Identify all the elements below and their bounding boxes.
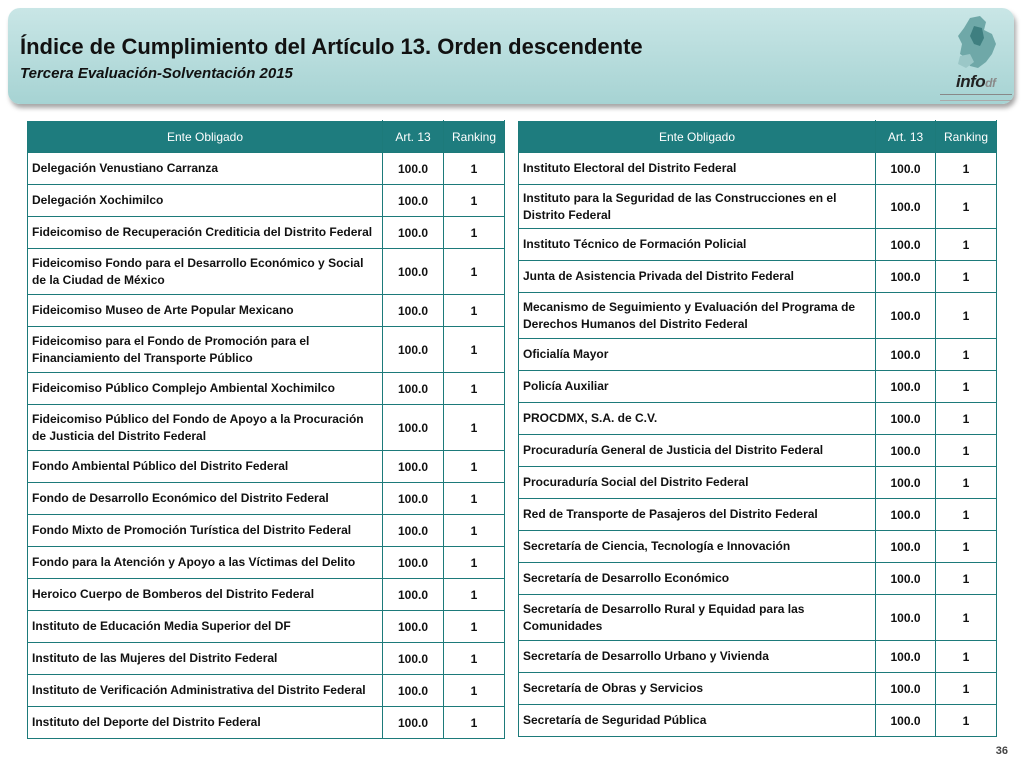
- art13-value-cell: 100.0: [876, 531, 936, 563]
- table-row: [519, 403, 997, 435]
- entity-cell: Instituto para la Seguridad de las Construcciones en el Distrito Federal: [519, 185, 876, 229]
- ranking-value-cell: 1: [444, 153, 505, 185]
- column-header-ranking: Ranking: [936, 121, 997, 153]
- entity-cell: Instituto de las Mujeres del Distrito Federal: [28, 643, 383, 675]
- entity-cell: Fondo Mixto de Promoción Turística del Distrito Federal: [28, 515, 383, 547]
- table-row: [28, 707, 505, 739]
- table-header-row: [28, 121, 505, 153]
- art13-value-cell: 100.0: [876, 339, 936, 371]
- table-row: [519, 499, 997, 531]
- column-header-entity: Ente Obligado: [28, 121, 383, 153]
- table-row: [28, 185, 505, 217]
- logo-wordmark: infodf: [956, 72, 996, 91]
- table-row: [28, 373, 505, 405]
- column-header-art13: Art. 13: [383, 121, 444, 153]
- table-row: [28, 611, 505, 643]
- compliance-table-left: [27, 120, 505, 739]
- entity-cell: Fideicomiso Museo de Arte Popular Mexicano: [28, 295, 383, 327]
- table-row: [519, 673, 997, 705]
- ranking-value-cell: 1: [444, 249, 505, 295]
- table-row: [28, 217, 505, 249]
- ranking-value-cell: 1: [444, 185, 505, 217]
- ranking-value-cell: 1: [936, 261, 997, 293]
- ranking-value-cell: 1: [444, 327, 505, 373]
- entity-cell: Policía Auxiliar: [519, 371, 876, 403]
- column-header-entity: Ente Obligado: [519, 121, 876, 153]
- table-row: [28, 547, 505, 579]
- page-title: Índice de Cumplimiento del Artículo 13. Orden descendente: [20, 34, 643, 59]
- table-row: [28, 483, 505, 515]
- ranking-value-cell: 1: [936, 673, 997, 705]
- art13-value-cell: 100.0: [383, 483, 444, 515]
- table-row: [519, 563, 997, 595]
- table-row: [519, 435, 997, 467]
- table-row: [28, 579, 505, 611]
- ranking-value-cell: 1: [444, 547, 505, 579]
- table-header-row: [519, 121, 997, 153]
- ranking-value-cell: 1: [444, 373, 505, 405]
- ranking-value-cell: 1: [936, 153, 997, 185]
- ranking-value-cell: 1: [936, 339, 997, 371]
- art13-value-cell: 100.0: [383, 451, 444, 483]
- art13-value-cell: 100.0: [876, 185, 936, 229]
- entity-cell: Procuraduría General de Justicia del Distrito Federal: [519, 435, 876, 467]
- table-row: [28, 643, 505, 675]
- table-row: [519, 531, 997, 563]
- entity-cell: Secretaría de Seguridad Pública: [519, 705, 876, 737]
- entity-cell: PROCDMX, S.A. de C.V.: [519, 403, 876, 435]
- art13-value-cell: 100.0: [383, 217, 444, 249]
- art13-value-cell: 100.0: [876, 499, 936, 531]
- entity-cell: Delegación Xochimilco: [28, 185, 383, 217]
- art13-value-cell: 100.0: [383, 249, 444, 295]
- art13-value-cell: 100.0: [383, 185, 444, 217]
- page-subtitle: Tercera Evaluación-Solventación 2015: [20, 65, 293, 82]
- table-row: [28, 327, 505, 373]
- ranking-value-cell: 1: [444, 515, 505, 547]
- ranking-value-cell: 1: [936, 185, 997, 229]
- ranking-value-cell: 1: [444, 611, 505, 643]
- table-row: [519, 339, 997, 371]
- entity-cell: Fondo Ambiental Público del Distrito Federal: [28, 451, 383, 483]
- art13-value-cell: 100.0: [876, 641, 936, 673]
- art13-value-cell: 100.0: [383, 547, 444, 579]
- table-row: [519, 595, 997, 641]
- entity-cell: Instituto Electoral del Distrito Federal: [519, 153, 876, 185]
- table-row: [519, 261, 997, 293]
- table-row: [519, 185, 997, 229]
- art13-value-cell: 100.0: [383, 405, 444, 451]
- ranking-value-cell: 1: [444, 579, 505, 611]
- art13-value-cell: 100.0: [383, 515, 444, 547]
- ranking-value-cell: 1: [936, 705, 997, 737]
- ranking-value-cell: 1: [936, 467, 997, 499]
- entity-cell: Instituto de Verificación Administrativa del Distrito Federal: [28, 675, 383, 707]
- art13-value-cell: 100.0: [383, 611, 444, 643]
- art13-value-cell: 100.0: [383, 579, 444, 611]
- table-row: [28, 249, 505, 295]
- ranking-value-cell: 1: [444, 707, 505, 739]
- art13-value-cell: 100.0: [383, 373, 444, 405]
- table-row: [28, 451, 505, 483]
- entity-cell: Secretaría de Desarrollo Económico: [519, 563, 876, 595]
- header-banner: [8, 8, 1014, 104]
- ranking-value-cell: 1: [444, 405, 505, 451]
- column-header-ranking: Ranking: [444, 121, 505, 153]
- ranking-value-cell: 1: [936, 595, 997, 641]
- entity-cell: Fideicomiso de Recuperación Crediticia del Distrito Federal: [28, 217, 383, 249]
- ranking-value-cell: 1: [936, 531, 997, 563]
- entity-cell: Secretaría de Ciencia, Tecnología e Innovación: [519, 531, 876, 563]
- ranking-value-cell: 1: [936, 293, 997, 339]
- art13-value-cell: 100.0: [876, 595, 936, 641]
- logo-caption-lines: [940, 94, 1012, 101]
- table-row: [519, 641, 997, 673]
- art13-value-cell: 100.0: [383, 707, 444, 739]
- art13-value-cell: 100.0: [876, 293, 936, 339]
- column-header-art13: Art. 13: [876, 121, 936, 153]
- ranking-value-cell: 1: [444, 451, 505, 483]
- entity-cell: Junta de Asistencia Privada del Distrito Federal: [519, 261, 876, 293]
- art13-value-cell: 100.0: [383, 675, 444, 707]
- ranking-value-cell: 1: [936, 229, 997, 261]
- table-row: [519, 371, 997, 403]
- entity-cell: Mecanismo de Seguimiento y Evaluación del Programa de Derechos Humanos del Distrito Federal: [519, 293, 876, 339]
- ranking-value-cell: 1: [444, 643, 505, 675]
- table-row: [28, 515, 505, 547]
- table-row: [28, 295, 505, 327]
- page-number: 36: [995, 745, 1008, 757]
- ranking-value-cell: 1: [936, 641, 997, 673]
- art13-value-cell: 100.0: [876, 403, 936, 435]
- entity-cell: Procuraduría Social del Distrito Federal: [519, 467, 876, 499]
- art13-value-cell: 100.0: [876, 435, 936, 467]
- entity-cell: Instituto del Deporte del Distrito Federal: [28, 707, 383, 739]
- infodf-logo: [940, 14, 1012, 102]
- art13-value-cell: 100.0: [876, 673, 936, 705]
- ranking-value-cell: 1: [936, 499, 997, 531]
- art13-value-cell: 100.0: [876, 261, 936, 293]
- table-row: [28, 153, 505, 185]
- entity-cell: Fideicomiso Fondo para el Desarrollo Económico y Social de la Ciudad de México: [28, 249, 383, 295]
- entity-cell: Fideicomiso para el Fondo de Promoción para el Financiamiento del Transporte Público: [28, 327, 383, 373]
- table-row: [519, 293, 997, 339]
- table-row: [519, 467, 997, 499]
- ranking-value-cell: 1: [936, 403, 997, 435]
- art13-value-cell: 100.0: [383, 153, 444, 185]
- art13-value-cell: 100.0: [876, 705, 936, 737]
- entity-cell: Fondo para la Atención y Apoyo a las Víctimas del Delito: [28, 547, 383, 579]
- table-row: [519, 153, 997, 185]
- art13-value-cell: 100.0: [383, 295, 444, 327]
- entity-cell: Red de Transporte de Pasajeros del Distrito Federal: [519, 499, 876, 531]
- art13-value-cell: 100.0: [876, 467, 936, 499]
- entity-cell: Secretaría de Desarrollo Rural y Equidad para las Comunidades: [519, 595, 876, 641]
- art13-value-cell: 100.0: [876, 563, 936, 595]
- entity-cell: Oficialía Mayor: [519, 339, 876, 371]
- table-row: [28, 675, 505, 707]
- entity-cell: Delegación Venustiano Carranza: [28, 153, 383, 185]
- ranking-value-cell: 1: [444, 217, 505, 249]
- ranking-value-cell: 1: [444, 295, 505, 327]
- art13-value-cell: 100.0: [383, 327, 444, 373]
- table-row: [28, 405, 505, 451]
- entity-cell: Instituto Técnico de Formación Policial: [519, 229, 876, 261]
- entity-cell: Instituto de Educación Media Superior del DF: [28, 611, 383, 643]
- ranking-value-cell: 1: [444, 675, 505, 707]
- entity-cell: Fondo de Desarrollo Económico del Distrito Federal: [28, 483, 383, 515]
- entity-cell: Heroico Cuerpo de Bomberos del Distrito Federal: [28, 579, 383, 611]
- art13-value-cell: 100.0: [383, 643, 444, 675]
- ranking-value-cell: 1: [936, 435, 997, 467]
- ranking-value-cell: 1: [936, 371, 997, 403]
- mexico-city-map-icon: [940, 14, 1012, 74]
- ranking-value-cell: 1: [936, 563, 997, 595]
- entity-cell: Secretaría de Obras y Servicios: [519, 673, 876, 705]
- art13-value-cell: 100.0: [876, 229, 936, 261]
- table-row: [519, 229, 997, 261]
- entity-cell: Secretaría de Desarrollo Urbano y Vivienda: [519, 641, 876, 673]
- entity-cell: Fideicomiso Público Complejo Ambiental Xochimilco: [28, 373, 383, 405]
- entity-cell: Fideicomiso Público del Fondo de Apoyo a la Procuración de Justicia del Distrito Federal: [28, 405, 383, 451]
- table-row: [519, 705, 997, 737]
- art13-value-cell: 100.0: [876, 153, 936, 185]
- compliance-table-right: [518, 120, 997, 737]
- ranking-value-cell: 1: [444, 483, 505, 515]
- art13-value-cell: 100.0: [876, 371, 936, 403]
